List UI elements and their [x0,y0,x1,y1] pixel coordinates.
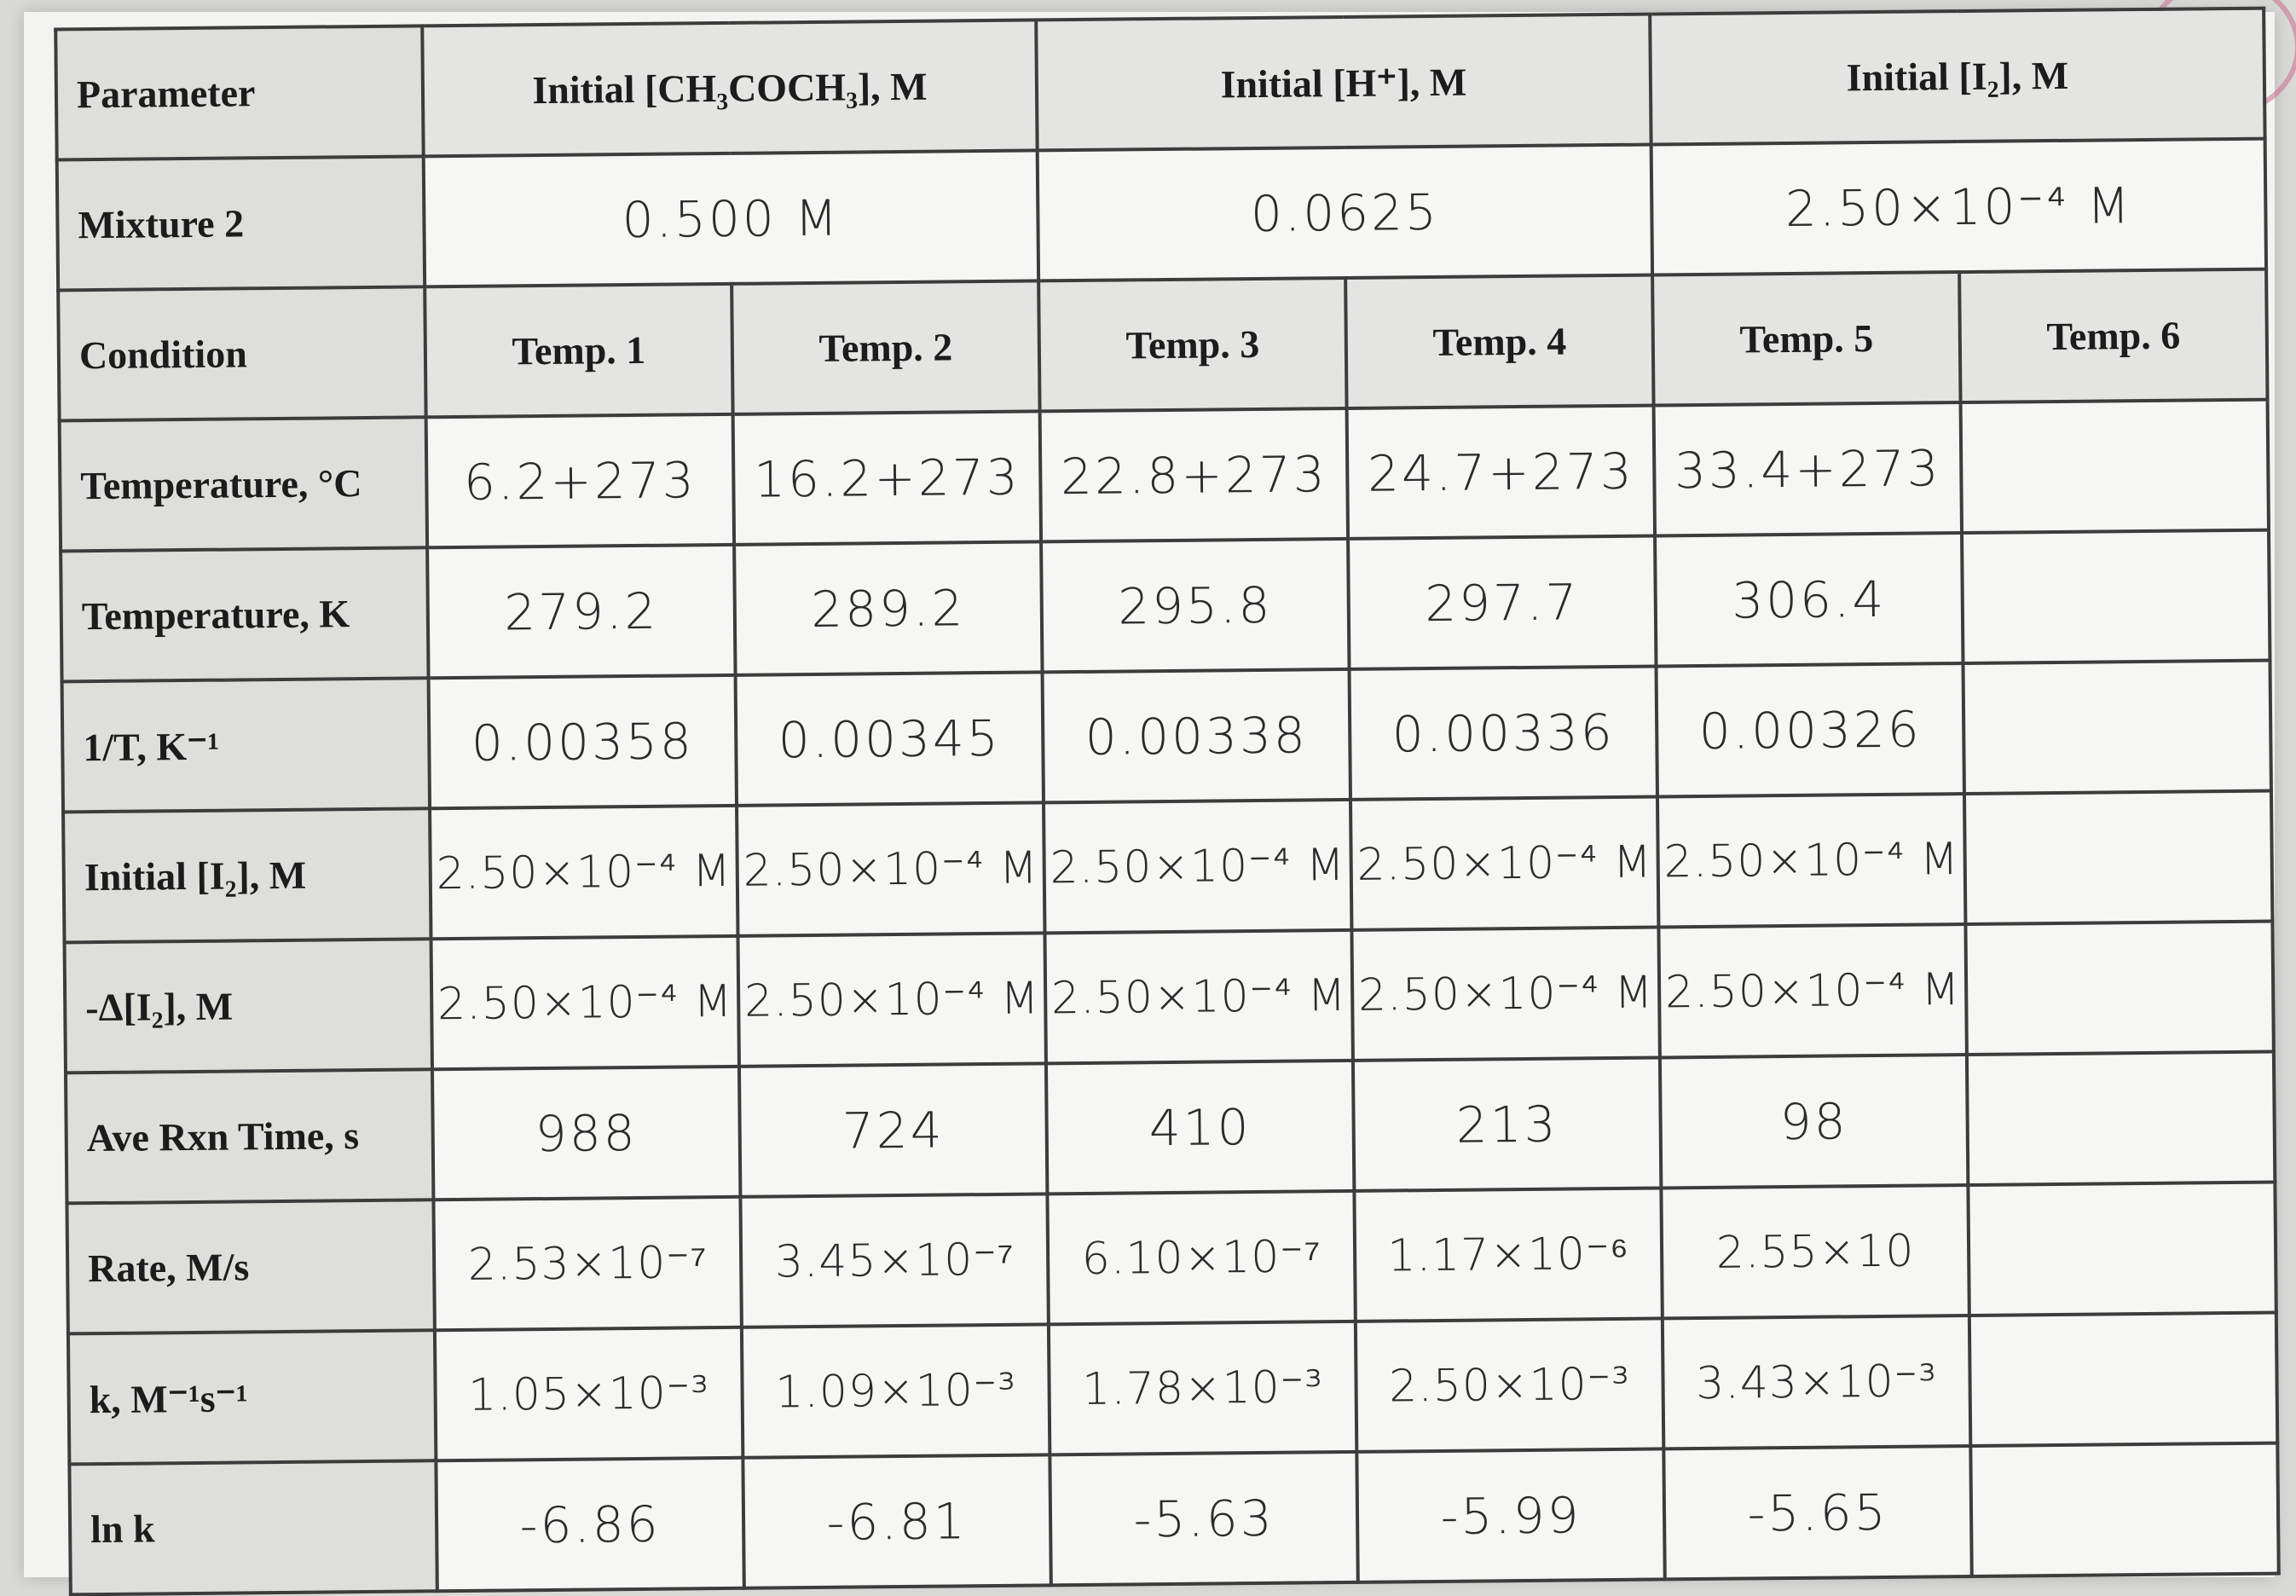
parameter-header: Parameter [55,26,423,159]
empty-cell [1964,791,2272,924]
row-label: Initial [I₂], M [63,808,431,942]
value-cell: 0.00326 [1657,663,1964,796]
iodine-header: Initial [I₂], M [1650,9,2264,145]
empty-cell [1963,661,2271,794]
row-label: k, M⁻¹s⁻¹ [68,1330,436,1464]
row-label: Temperature, K [61,547,428,681]
temp-5-header: Temp. 5 [1652,272,1960,405]
value-cell: 1.09×10⁻³ [742,1324,1050,1457]
mixture-row [57,139,2266,291]
value-cell: 297.7 [1348,535,1656,668]
empty-cell [1965,922,2273,1055]
table-row [62,661,2271,812]
table-row [60,400,2269,552]
value-cell: 2.50×10⁻⁴ M [1658,924,1966,1057]
empty-cell [1961,400,2269,533]
empty-cell [1962,530,2270,663]
mixture-acid-value: 0.0625 [1038,145,1652,281]
row-label: Ave Rxn Time, s [66,1069,433,1203]
value-cell: -5.63 [1050,1452,1357,1585]
value-cell: 2.55×10 [1661,1185,1969,1318]
value-cell: 0.00345 [736,672,1044,805]
value-cell: 2.50×10⁻⁴ M [430,806,737,939]
value-cell: 410 [1046,1061,1354,1194]
value-cell: -5.65 [1663,1446,1971,1579]
temp-3-header: Temp. 3 [1038,278,1346,411]
empty-cell [1969,1313,2277,1446]
value-cell: 988 [432,1067,740,1200]
value-cell: -5.99 [1356,1449,1664,1582]
value-cell: 306.4 [1655,533,1963,666]
value-cell: 2.50×10⁻³ [1356,1318,1663,1451]
row-label: 1/T, K⁻¹ [62,678,430,812]
value-cell: 295.8 [1041,539,1349,672]
row-label: Rate, M/s [67,1200,434,1333]
value-cell: 0.00336 [1350,666,1657,799]
value-cell: 279.2 [427,545,735,678]
table-row [69,1443,2278,1595]
value-cell: 33.4+273 [1654,402,1962,535]
value-cell: 3.45×10⁻⁷ [740,1194,1048,1327]
row-label: Temperature, °C [60,417,427,551]
mixture-acetone-value: 0.500 M [424,150,1038,286]
value-cell: 22.8+273 [1040,408,1348,541]
value-cell: 2.50×10⁻⁴ M [431,936,739,1069]
value-cell: 2.50×10⁻⁴ M [737,802,1044,935]
table-row [61,530,2270,682]
value-cell: -6.81 [743,1454,1050,1587]
value-cell: 98 [1660,1055,1968,1188]
value-cell: 0.00338 [1043,669,1350,802]
value-cell: 24.7+273 [1347,406,1655,539]
temp-1-header: Temp. 1 [425,284,732,417]
condition-row [58,269,2267,421]
table-row [65,922,2274,1073]
table-row [63,791,2272,943]
value-cell: 0.00358 [429,675,737,808]
value-cell: 16.2+273 [733,411,1041,544]
value-cell: 213 [1353,1057,1661,1190]
value-cell: 1.78×10⁻³ [1049,1321,1356,1454]
table-row [67,1183,2276,1334]
table-row [66,1052,2275,1204]
acid-header: Initial [H⁺], M [1036,14,1651,151]
value-cell: 2.50×10⁻⁴ M [1351,927,1659,1060]
temp-2-header: Temp. 2 [732,280,1039,413]
acetone-header: Initial [CH₃COCH₃], M [422,20,1037,156]
empty-cell [1970,1443,2278,1576]
temp-4-header: Temp. 4 [1345,275,1653,408]
empty-cell [1968,1183,2276,1316]
mixture-iodine-value: 2.50×10⁻⁴ M [1651,139,2266,275]
value-cell: 2.53×10⁻⁷ [433,1197,741,1330]
value-cell: 289.2 [734,541,1042,674]
header-row [55,9,2264,160]
row-label: ln k [69,1460,437,1594]
worksheet-paper [24,12,2275,1577]
value-cell: 2.50×10⁻⁴ M [1350,796,1658,929]
value-cell: 724 [739,1063,1047,1196]
value-cell: -6.86 [436,1458,743,1591]
value-cell: 1.05×10⁻³ [435,1327,743,1460]
empty-cell [1967,1052,2275,1185]
data-table [54,7,2281,1596]
mixture-label: Mixture 2 [57,156,425,290]
value-cell: 2.50×10⁻⁴ M [1657,794,1965,927]
temp-6-header: Temp. 6 [1959,269,2267,402]
value-cell: 2.50×10⁻⁴ M [1044,930,1352,1063]
value-cell: 2.50×10⁻⁴ M [737,933,1045,1066]
value-cell: 1.17×10⁻⁶ [1354,1188,1662,1321]
value-cell: 3.43×10⁻³ [1663,1316,1970,1449]
condition-label: Condition [58,286,425,420]
value-cell: 6.2+273 [426,414,734,547]
row-label: -Δ[I₂], M [65,939,432,1073]
value-cell: 2.50×10⁻⁴ M [1044,800,1351,933]
value-cell: 6.10×10⁻⁷ [1047,1191,1355,1324]
table-row [68,1313,2277,1465]
